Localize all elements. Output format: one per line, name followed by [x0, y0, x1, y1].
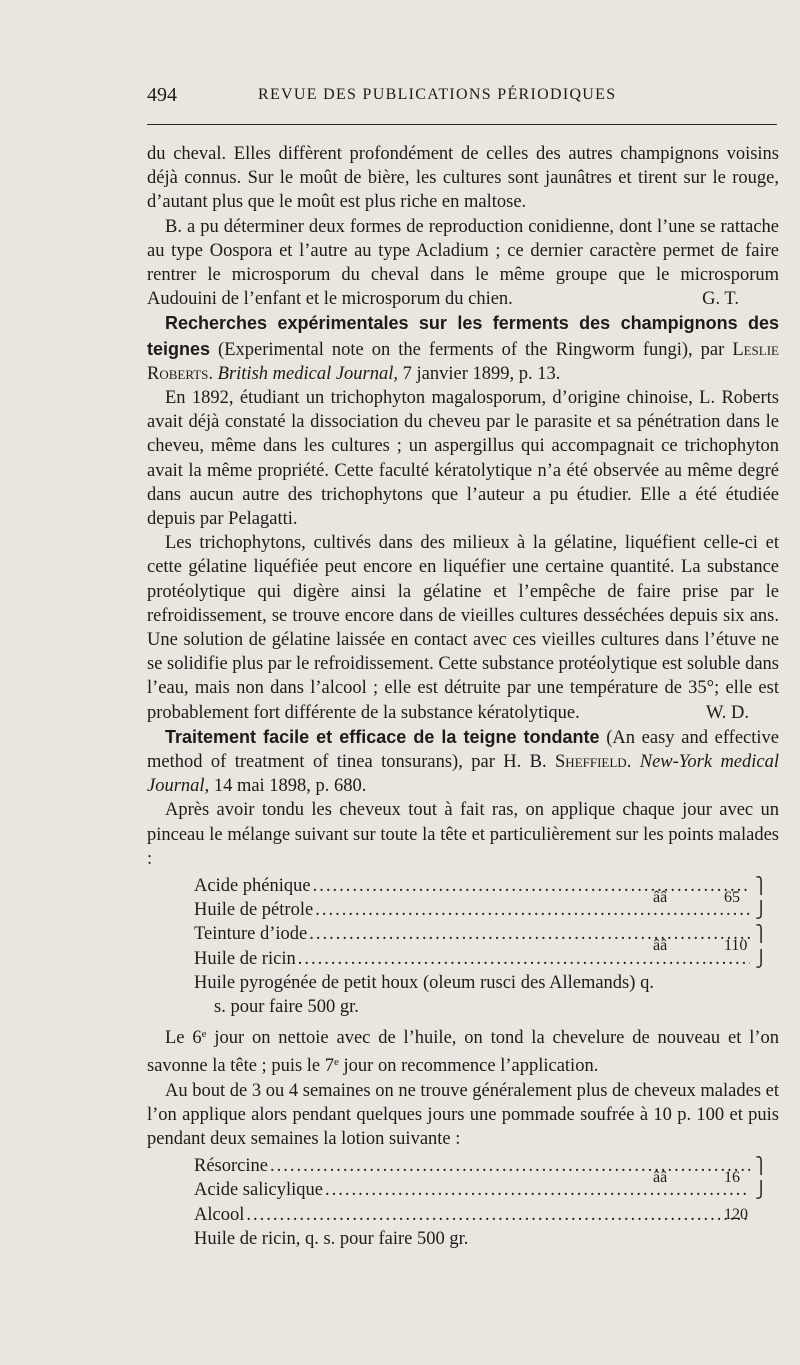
- journal-date: 14 mai 1898, p. 680.: [209, 776, 367, 797]
- brace: ⎭: [755, 902, 767, 920]
- text: jour on nettoie avec de l’huile, on tond la chevelure de nouveau et l’on savonne la tête ; puis le 7: [147, 1028, 780, 1077]
- quantity-label: ââ: [653, 889, 668, 907]
- brace: ⎫: [755, 878, 767, 896]
- article-author: Sheffield: [555, 752, 627, 773]
- article-subtitle: (Experimental note on the ferments of the Ringworm fungi), par: [210, 339, 733, 360]
- article-title: Recherches expérimentales sur les ferments des champignons des teignes: [147, 313, 779, 359]
- ingredient: Acide salicylique: [194, 1180, 323, 1201]
- formula-note: Huile de ricin, q. s. pour faire 500 gr.: [194, 1228, 469, 1249]
- quantity-value: 65: [724, 889, 740, 907]
- page-header: [147, 84, 777, 108]
- ingredient: Huile de ricin: [194, 948, 296, 969]
- paragraph: En 1892, étudiant un trichophyton magalosporum, d’origine chinoise, L. Roberts avait déjà constaté la dissociation du cheveu par le parasite et sa pénétration dans le cheveu, même dans les cultures ; un aspergillus qui accompagnait ce trichophyton avait la même propriété. Cette faculté kératolytique n’a été observée au même degré dans aucun autre des trichophytons que l’auteur a pu étudier. Elle a été étudiée depuis par Pelagatti.: [147, 388, 779, 530]
- text: jour on recommence l’application.: [338, 1056, 599, 1077]
- leader-dots: [298, 947, 750, 971]
- ingredient: Résorcine: [194, 1156, 268, 1177]
- formula-1: [194, 874, 772, 1019]
- separator: .: [208, 363, 218, 384]
- brace: ⎫: [755, 1158, 767, 1176]
- formula-2: [194, 1154, 772, 1251]
- article-heading: [147, 725, 779, 799]
- paragraph: [147, 531, 779, 725]
- formula-row: [194, 874, 772, 898]
- leader-dots: [309, 922, 750, 946]
- article-subtitle: (An easy and effective method of treatment of tinea tonsurans), par H. B.: [147, 727, 779, 773]
- formula-row: [194, 898, 772, 922]
- text: Le 6: [165, 1028, 202, 1049]
- quantity-label: ââ: [653, 937, 668, 955]
- leader-dots: [313, 874, 750, 898]
- article-heading: [147, 311, 779, 386]
- formula-note: Huile pyrogénée de petit houx (oleum rusci des Allemands) q. s. pour faire 500 gr.: [194, 972, 654, 1018]
- separator: .: [626, 752, 640, 773]
- paragraph: Après avoir tondu les cheveux tout à fait ras, on applique chaque jour avec un pinceau le mélange suivant sur toute la tête et particulièrement sur les points malades :: [147, 800, 779, 869]
- paragraph: [147, 215, 779, 312]
- leader-dots: [246, 1203, 750, 1227]
- signature: W. D.: [706, 702, 749, 723]
- leader-dots: [325, 1178, 750, 1202]
- brace: ⎫: [755, 926, 767, 944]
- quantity-value: 120: [724, 1206, 748, 1224]
- paragraph: du cheval. Elles diffèrent profondément de celles des autres champignons voisins déjà connus. Sur le moût de bière, les cultures sont jaunâtres et tirent sur le rouge, d’autant plus que le moût est plus riche en maltose.: [147, 144, 779, 213]
- formula-row: [194, 947, 772, 971]
- formula-row: [194, 1178, 772, 1202]
- journal-name: New-York medical Journal,: [147, 752, 780, 797]
- quantity-value: 110: [724, 937, 748, 955]
- paragraph: Au bout de 3 ou 4 semaines on ne trouve généralement plus de cheveux malades et l’on applique alors pendant quelques jours une pommade soufrée à 10 p. 100 et puis pendant deux semaines la lotion suivante :: [147, 1080, 779, 1150]
- quantity-value: 16: [724, 1169, 740, 1187]
- leader-dots: [270, 1154, 750, 1178]
- journal-name: British medical Journal,: [217, 363, 399, 384]
- brace: ⎭: [755, 950, 767, 968]
- page-number: 494: [147, 84, 177, 106]
- ingredient: Acide phénique: [194, 876, 311, 897]
- brace: ⎭: [755, 1182, 767, 1200]
- ingredient: Teinture d’iode: [194, 924, 308, 945]
- page-body: [147, 142, 779, 1254]
- article-author: Leslie Roberts: [147, 339, 779, 384]
- paragraph-text: B. a pu déterminer deux formes de reproduction conidienne, dont l’une se rattache au type Oospora et l’autre au type Acladium ; ce dernier caractère permet de faire rentrer le microsporum du cheval dans le même groupe que le microsporum Audouini de l’enfant et le microsporum du chien.: [147, 216, 779, 310]
- formula-row: [194, 922, 772, 946]
- paragraph: [147, 1022, 779, 1078]
- superscript: e: [201, 1028, 207, 1041]
- article-title: Traitement facile et efficace de la teigne tondante: [165, 726, 600, 747]
- leader-dots: [315, 898, 750, 922]
- journal-date: 7 janvier 1899, p. 13.: [398, 363, 561, 384]
- header-rule: [147, 124, 777, 125]
- superscript: e: [334, 1056, 339, 1069]
- signature: G. T.: [702, 289, 739, 310]
- running-title: REVUE DES PUBLICATIONS PÉRIODIQUES: [258, 86, 617, 103]
- ingredient: Huile de pétrole: [194, 900, 314, 921]
- formula-row: [194, 1203, 772, 1227]
- ingredient: Alcool: [194, 1204, 245, 1225]
- formula-row: [194, 1154, 772, 1178]
- quantity-label: ââ: [653, 1169, 668, 1187]
- paragraph-text: Les trichophytons, cultivés dans des milieux à la gélatine, liquéfient celle-ci et cette gélatine liquéfiée peut encore en liquéfier une certaine quantité. La substance protéolytique qui digère ainsi la gélatine et l’empêche de faire prise par le refroidissement, se trouve encore dans de vieilles cultures desséchées depuis six ans. Une solution de gélatine laissée en contact avec ces vieilles cultures dans l’étuve ne se solidifie plus par le refroidissement. Cette substance protéolytique est soluble dans l’eau, mais non dans l’alcool ; elle est détruite par une température de 35°; elle est probablement fort différente de la substance kératolytique.: [147, 533, 779, 723]
